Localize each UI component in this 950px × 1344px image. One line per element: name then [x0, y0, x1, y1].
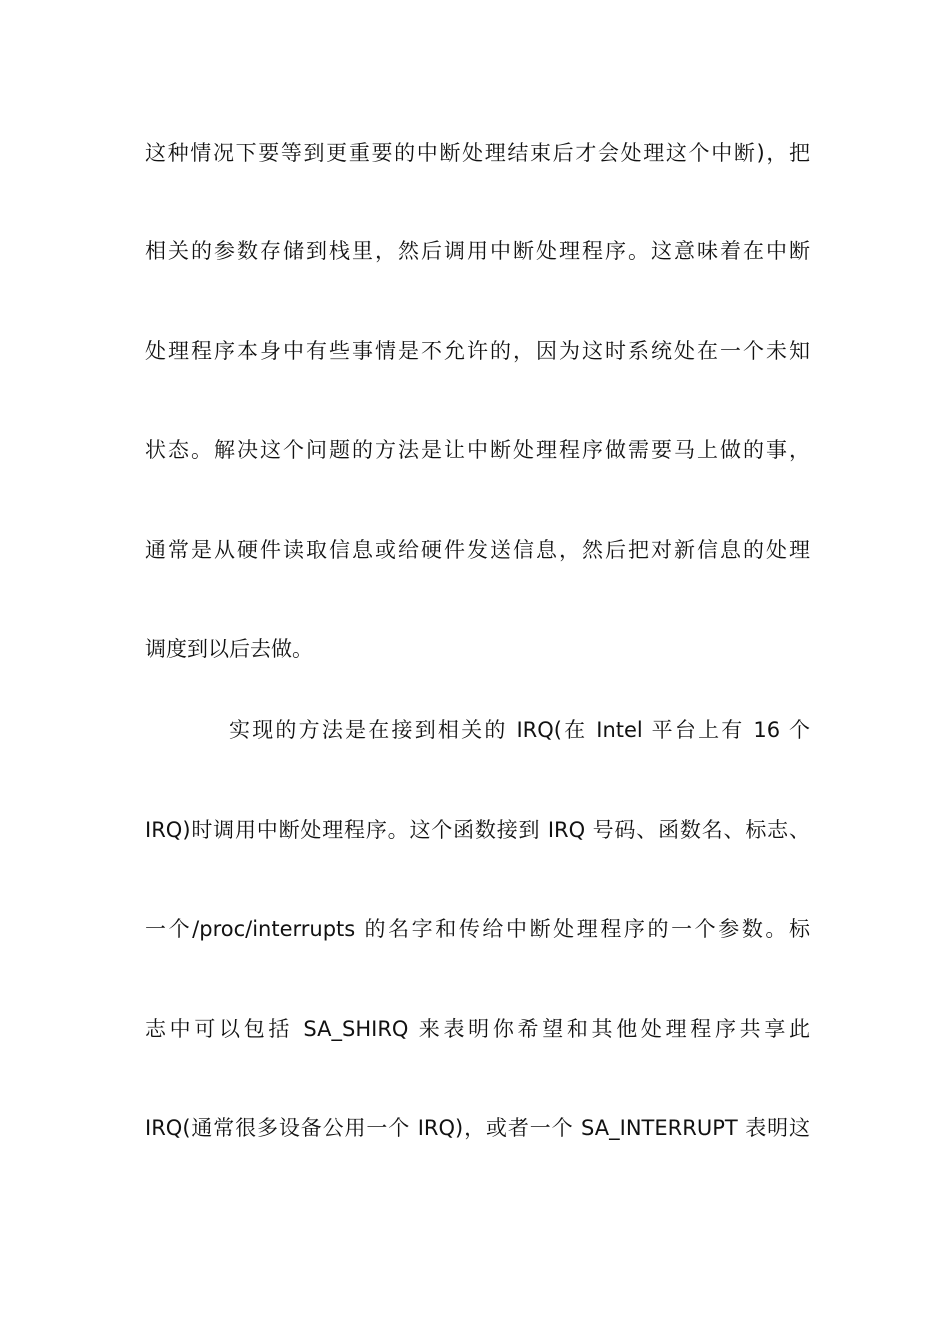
text-line-8: IRQ)时调用中断处理程序。这个函数接到 IRQ 号码、函数名、标志、: [145, 818, 810, 842]
text-line-1: 这种情况下要等到更重要的中断处理结束后才会处理这个中断)，把: [145, 141, 810, 165]
text-line-11: IRQ(通常很多设备公用一个 IRQ)，或者一个 SA_INTERRUPT 表明这: [145, 1116, 810, 1140]
text-line-10: 志中可以包括 SA_SHIRQ 来表明你希望和其他处理程序共享此: [145, 1017, 810, 1041]
text-line-7: 实现的方法是在接到相关的 IRQ(在 Intel 平台上有 16 个: [229, 718, 810, 742]
text-line-9: 一个/proc/interrupts 的名字和传给中断处理程序的一个参数。标: [145, 917, 810, 941]
text-line-5: 通常是从硬件读取信息或给硬件发送信息，然后把对新信息的处理: [145, 538, 810, 562]
text-line-3: 处理程序本身中有些事情是不允许的，因为这时系统处在一个未知: [145, 339, 810, 363]
text-line-4: 状态。解决这个问题的方法是让中断处理程序做需要马上做的事，: [145, 438, 810, 462]
text-line-6: 调度到以后去做。: [145, 637, 313, 661]
text-line-2: 相关的参数存储到栈里，然后调用中断处理程序。这意味着在中断: [145, 239, 810, 263]
